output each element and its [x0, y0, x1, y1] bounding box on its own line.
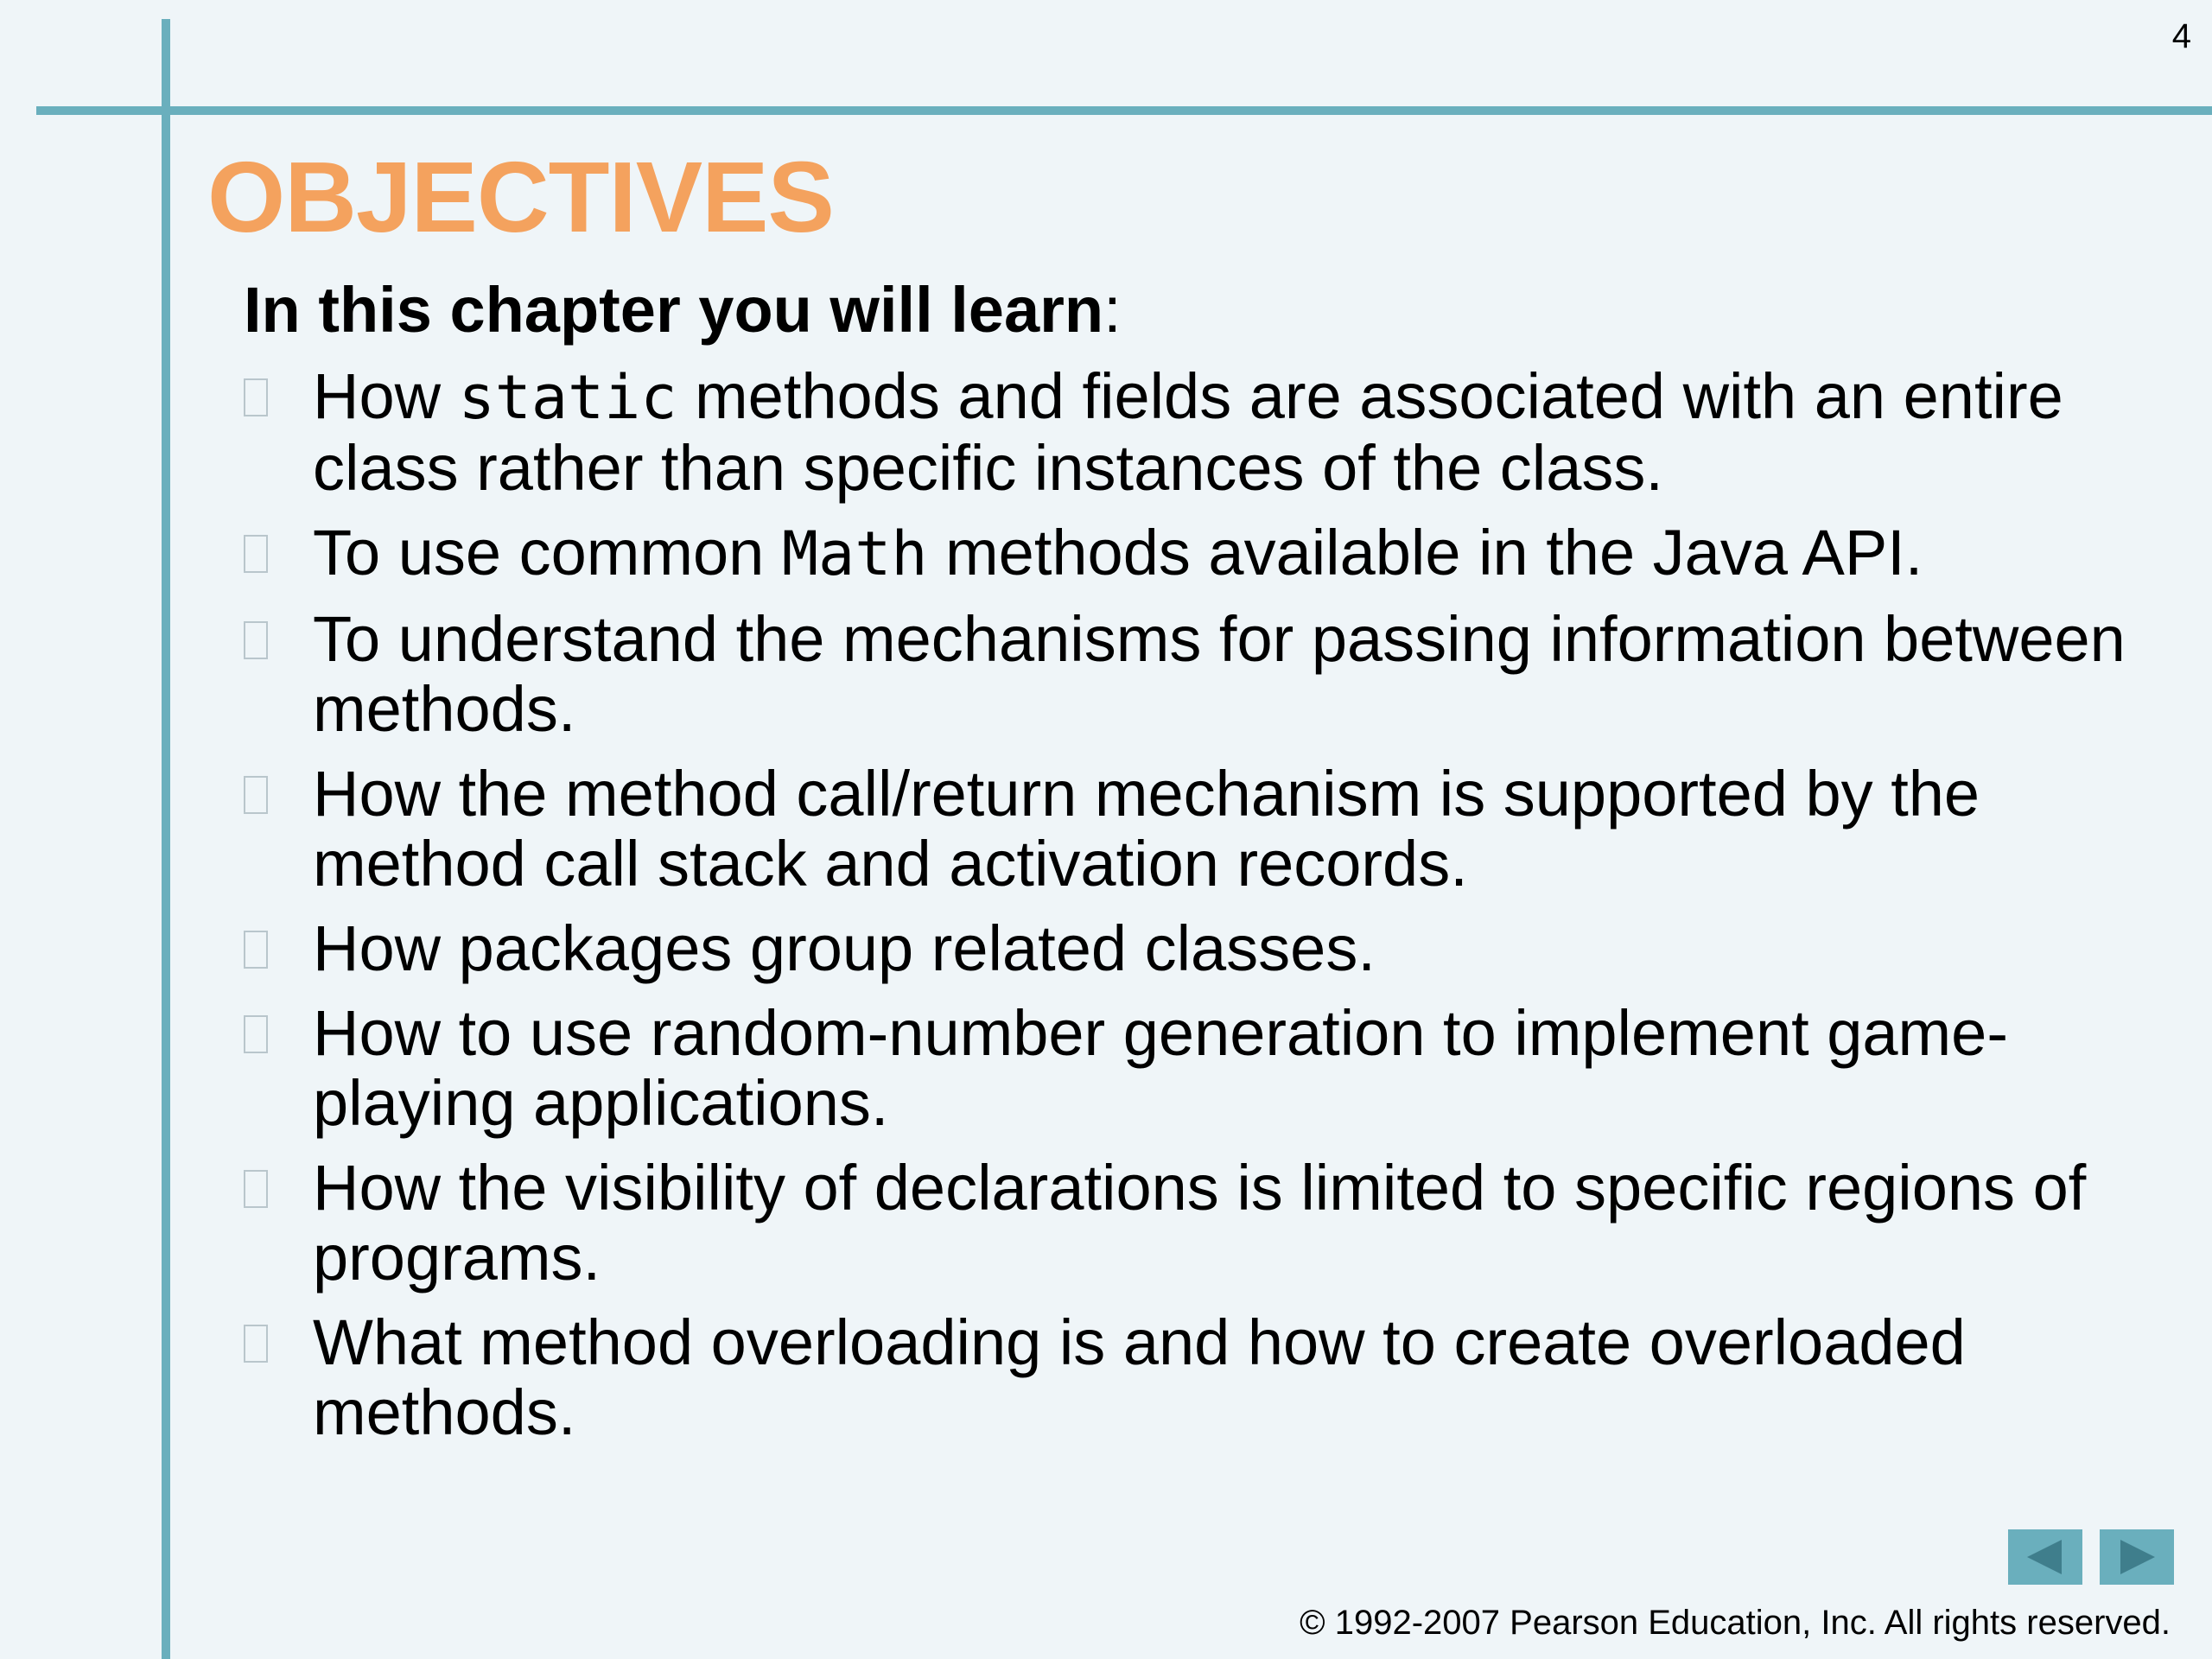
intro-line: [244, 275, 1122, 345]
vertical-rule: [162, 19, 170, 1659]
square-bullet-icon: [244, 621, 268, 659]
objective-item: [244, 998, 2196, 1138]
objective-text: How the method call/return mechanism is supported by the method call stack and activation records.: [313, 758, 1980, 899]
objective-item: [244, 1307, 2196, 1447]
page-number: 4: [2171, 17, 2191, 55]
next-slide-button[interactable]: [2100, 1529, 2174, 1585]
square-bullet-icon: [244, 1325, 268, 1363]
objective-text: To understand the mechanisms for passing information between methods.: [313, 603, 2126, 745]
objective-item: [244, 518, 2196, 589]
objectives-list: [244, 361, 2196, 1462]
triangle-left-icon: [2027, 1540, 2062, 1574]
objective-item: [244, 361, 2196, 503]
square-bullet-icon: [244, 776, 268, 814]
objective-text: What method overloading is and how to create overloaded methods.: [313, 1306, 1966, 1448]
copyright-notice: © 1992-2007 Pearson Education, Inc. All rights reserved.: [1300, 1604, 2171, 1642]
square-bullet-icon: [244, 931, 268, 969]
objective-text: methods and fields are associated with an entire class rather than specific instances of the class.: [313, 360, 2063, 504]
square-bullet-icon: [244, 1015, 268, 1053]
objective-item: [244, 913, 2196, 983]
objective-text: How the visibility of declarations is limited to specific regions of programs.: [313, 1152, 2087, 1294]
objective-text: methods available in the Java API.: [927, 517, 1923, 588]
square-bullet-icon: [244, 535, 268, 573]
square-bullet-icon: [244, 378, 268, 416]
horizontal-rule: [36, 106, 2212, 115]
objective-text: How to use random-number generation to implement game-playing applications.: [313, 997, 2008, 1139]
square-bullet-icon: [244, 1170, 268, 1208]
objective-item: [244, 1153, 2196, 1293]
previous-slide-button[interactable]: [2008, 1529, 2082, 1585]
objective-code: static: [458, 362, 677, 433]
objective-item: [244, 759, 2196, 899]
objective-text: How packages group related classes.: [313, 912, 1376, 984]
slide-title: OBJECTIVES: [207, 141, 834, 253]
triangle-right-icon: [2120, 1540, 2155, 1574]
objective-text: To use common: [313, 517, 782, 588]
intro-text: In this chapter you will learn: [244, 274, 1104, 346]
objective-code: Math: [781, 518, 928, 589]
objective-item: [244, 604, 2196, 744]
objective-text: How: [313, 360, 459, 432]
intro-colon: :: [1103, 274, 1122, 346]
